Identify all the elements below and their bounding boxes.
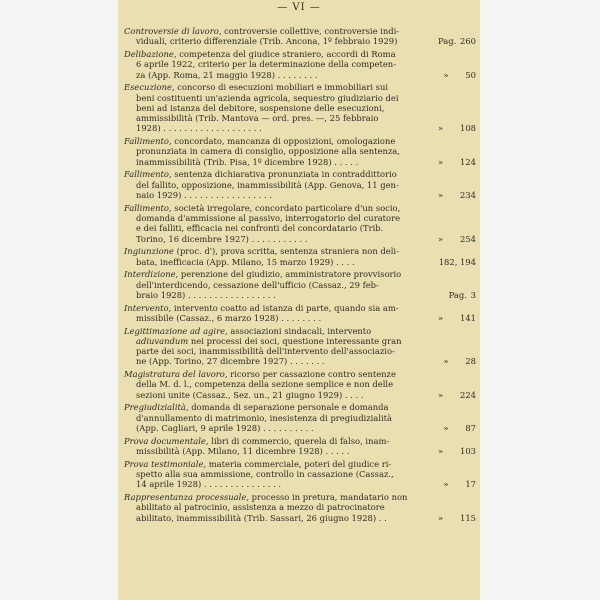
page-ref-number: 182, 194 xyxy=(438,256,476,267)
entry-term: Fallimento, xyxy=(124,169,172,180)
entry-term: Magistratura del lavoro, xyxy=(124,369,228,380)
entry-term-secondary: adiuvandum xyxy=(136,335,189,346)
entry-line xyxy=(124,513,476,523)
page-reference xyxy=(418,513,476,523)
entry-line xyxy=(124,180,476,190)
entry-line xyxy=(124,346,476,356)
entry-text xyxy=(136,234,418,244)
page-reference xyxy=(418,423,476,433)
page-ref-prefix: » xyxy=(438,312,444,323)
entry-line-text: missibilità (App. Milano, 11 dicembre 1928) . . . . . xyxy=(136,445,350,456)
entry-text xyxy=(136,213,476,223)
page-ref-number: 28 xyxy=(465,356,476,367)
entry-line xyxy=(124,436,476,446)
index-entry xyxy=(124,169,476,200)
entry-line-text: missibile (Cassaz., 6 marzo 1928) . . . . . . . . xyxy=(136,312,322,323)
entry-line xyxy=(124,469,476,479)
entry-term: Ingiunzione xyxy=(124,246,175,257)
page-ref-prefix: » xyxy=(438,445,444,456)
entry-line-text: materia commerciale, poteri del giudice ri- xyxy=(206,458,392,469)
page-reference xyxy=(418,313,476,323)
entry-line xyxy=(124,146,476,156)
entry-line-text: ricorso per cassazione contro sentenze xyxy=(227,369,396,380)
entry-line xyxy=(124,502,476,512)
entry-term: Fallimento, xyxy=(124,202,172,213)
entry-text xyxy=(136,290,418,300)
entry-text xyxy=(136,469,476,479)
entry-line-text: bata, inefficacia (App. Milano, 15 marzo 1929) . . . . xyxy=(136,256,355,267)
entry-text xyxy=(136,280,476,290)
entry-line-text: competenza del giudice straniero, accordi di Roma xyxy=(176,48,396,59)
book-page xyxy=(118,0,480,600)
entry-text xyxy=(124,303,476,313)
page-reference xyxy=(418,234,476,244)
entry-line-text: braio 1928) . . . . . . . . . . . . . . . . . xyxy=(136,289,276,300)
index-entry xyxy=(124,203,476,244)
page-ref-number: 17 xyxy=(465,479,476,490)
entry-text xyxy=(124,203,476,213)
index-entry xyxy=(124,402,476,433)
page-reference xyxy=(418,390,476,400)
entry-line-text: della M. d. l., competenza della sezione semplice e non delle xyxy=(136,379,394,390)
entry-text xyxy=(136,146,476,156)
entry-line-text: (proc. d'), prova scritta, sentenza straniera non deli- xyxy=(174,246,399,257)
entry-line-text: 14 aprile 1928) . . . . . . . . . . . . . . . xyxy=(136,479,282,490)
page-ref-prefix: » xyxy=(438,156,444,167)
page-reference xyxy=(418,479,476,489)
entry-term: Interdizione, xyxy=(124,269,179,280)
entry-line xyxy=(124,136,476,146)
page-ref-number: 260 xyxy=(460,36,476,47)
index-entry xyxy=(124,49,476,80)
entry-line xyxy=(124,223,476,233)
entry-text xyxy=(136,446,418,456)
entry-text xyxy=(124,169,476,179)
entry-line-text: abilitato, inammissibilità (Trib. Sassari, 26 giugno 1928) . . xyxy=(136,512,387,523)
entry-text xyxy=(136,157,418,167)
entry-line-text: (App. Cagliari, 9 aprile 1928) . . . . . . . . . . xyxy=(136,422,314,433)
page-ref-number: 87 xyxy=(465,422,476,433)
entry-line-text: za (App. Roma, 21 maggio 1928) . . . . . . . . xyxy=(136,69,318,80)
entry-text xyxy=(136,379,476,389)
entry-line-text: 1928) . . . . . . . . . . . . . . . . . . . xyxy=(136,123,262,134)
entry-text xyxy=(136,413,476,423)
page-reference xyxy=(418,36,476,46)
entry-line-text: concordato, mancanza di opposizioni, omologazione xyxy=(171,136,396,147)
entry-line xyxy=(124,26,476,36)
page-ref-prefix: » xyxy=(438,389,444,400)
page-ref-number: 141 xyxy=(460,312,476,323)
page-ref-number: 124 xyxy=(460,156,476,167)
entry-line xyxy=(124,303,476,313)
entry-text xyxy=(136,390,418,400)
entry-text xyxy=(124,436,476,446)
page-number: — VI — xyxy=(277,2,321,13)
index-entry xyxy=(124,246,476,267)
entry-text xyxy=(124,136,476,146)
entry-line xyxy=(124,49,476,59)
entry-line-text: viduali, criterio differenziale (Trib. Ancona, 1º febbraio 1929) xyxy=(136,36,398,47)
page-ref-prefix: » xyxy=(438,512,444,523)
entry-line xyxy=(124,492,476,502)
entry-line xyxy=(124,290,476,300)
entry-term: Prova documentale, xyxy=(124,435,209,446)
index-entry xyxy=(124,303,476,324)
entry-line-text: ne (App. Torino, 27 dicembre 1927) . . . . . . . xyxy=(136,356,325,367)
entry-text xyxy=(136,223,476,233)
entry-line-text: libri di commercio, querela di falso, inam- xyxy=(208,435,390,446)
entry-line xyxy=(124,157,476,167)
entry-text xyxy=(136,423,418,433)
index-entry xyxy=(124,26,476,47)
entry-line-text: sentenza dichiarativa pronunziata in contraddittorio xyxy=(171,169,397,180)
index-entry xyxy=(124,326,476,367)
page-ref-prefix: Pag. xyxy=(438,36,457,47)
entry-text xyxy=(124,26,476,36)
entry-text xyxy=(124,49,476,59)
index-entry xyxy=(124,492,476,523)
entry-text xyxy=(136,59,476,69)
page-reference xyxy=(418,157,476,167)
entry-line-text: d'annullamento di matrimonio, inesistenza di pregiudizialità xyxy=(136,412,393,423)
entry-line-text: società irregolare, concordato particolare d'un socio, xyxy=(171,202,401,213)
entry-text xyxy=(136,190,418,200)
entry-line xyxy=(124,390,476,400)
entry-line-text: intervento coatto ad istanza di parte, quando sia am- xyxy=(171,302,399,313)
index-entry xyxy=(124,436,476,457)
entry-line xyxy=(124,169,476,179)
page-ref-number: 234 xyxy=(460,190,476,201)
entry-line-text: beni ad istanza del debitore, sospensione delle esecuzioni, xyxy=(136,102,385,113)
page-ref-prefix: Pag. xyxy=(448,289,467,300)
page-ref-prefix: » xyxy=(443,479,449,490)
page-reference xyxy=(417,257,476,267)
entry-term: Pregiudizialità, xyxy=(124,402,189,413)
page-reference xyxy=(418,356,476,366)
page-ref-number: 50 xyxy=(465,69,476,80)
entry-line-text: domanda di separazione personale e domanda xyxy=(188,402,389,413)
page-ref-number: 254 xyxy=(460,233,476,244)
entry-text xyxy=(124,459,476,469)
entry-line xyxy=(124,413,476,423)
entry-line xyxy=(124,280,476,290)
entry-line xyxy=(124,70,476,80)
entry-text xyxy=(136,479,418,489)
entry-line-text: naio 1929) . . . . . . . . . . . . . . . . . xyxy=(136,190,272,201)
entry-text xyxy=(124,269,476,279)
entry-text xyxy=(124,369,476,379)
entry-line xyxy=(124,93,476,103)
entry-text xyxy=(136,180,476,190)
entry-text xyxy=(136,123,418,133)
index-entry xyxy=(124,269,476,300)
page-reference xyxy=(418,123,476,133)
page-ref-number: 224 xyxy=(460,389,476,400)
entry-line-text: pronunziata in camera di consiglio, opposizione alla sentenza, xyxy=(136,146,400,157)
page-reference xyxy=(418,70,476,80)
entry-text xyxy=(136,103,476,113)
entry-line xyxy=(124,82,476,92)
entry-line-text: concorso di esecuzioni mobiliari e immobiliari sui xyxy=(174,82,389,93)
entry-line xyxy=(124,423,476,433)
entry-line xyxy=(124,246,476,256)
entry-line-text: beni costituenti un'azienda agricola, sequestro giudiziario dei xyxy=(136,92,399,103)
index-entries xyxy=(124,26,476,525)
entry-text xyxy=(136,346,476,356)
entry-line-text: Torino, 16 dicembre 1927) . . . . . . . . . . . xyxy=(136,233,308,244)
entry-line xyxy=(124,190,476,200)
entry-line xyxy=(124,113,476,123)
entry-line-text: inammissibilità (Trib. Pisa, 1º dicembre 1928) . . . . . xyxy=(136,156,359,167)
page-ref-prefix: » xyxy=(443,69,449,80)
page-ref-prefix: » xyxy=(443,356,449,367)
entry-text xyxy=(136,113,476,123)
entry-line xyxy=(124,379,476,389)
entry-line-text: ammissibilità (Trib. Mantova — ord. pres. —, 25 febbraio xyxy=(136,113,379,124)
entry-text xyxy=(136,257,417,267)
entry-line-text: spetto alla sua ammissione, controllo in cassazione (Cassaz., xyxy=(136,468,394,479)
page-ref-prefix: » xyxy=(438,190,444,201)
entry-text xyxy=(124,492,476,502)
entry-text xyxy=(136,93,476,103)
entry-text xyxy=(136,36,418,46)
entry-line-text: parte dei soci, inammissibilità dell'intervento dell'associazio- xyxy=(136,346,395,357)
entry-term: Intervento, xyxy=(124,302,172,313)
entry-text xyxy=(136,70,418,80)
entry-line xyxy=(124,336,476,346)
entry-line xyxy=(124,369,476,379)
entry-line-text: e dei falliti, efficacia nei confronti del concordatario (Trib. xyxy=(136,223,384,234)
page-reference xyxy=(418,190,476,200)
entry-line xyxy=(124,356,476,366)
page-ref-prefix: » xyxy=(438,233,444,244)
index-entry xyxy=(124,82,476,133)
entry-line xyxy=(124,446,476,456)
entry-text xyxy=(136,513,418,523)
entry-line xyxy=(124,269,476,279)
entry-line xyxy=(124,103,476,113)
entry-line xyxy=(124,36,476,46)
entry-line-text: abilitato al patrocinio, assistenza a mezzo di patrocinatore xyxy=(136,502,385,513)
page-ref-prefix: » xyxy=(443,422,449,433)
entry-line-text: processo in pretura, mandatario non xyxy=(248,491,408,502)
entry-line xyxy=(124,213,476,223)
entry-line-text: del fallito, opposizione, inammissibilità (App. Genova, 11 gen- xyxy=(136,179,399,190)
entry-term: Rappresentanza processuale, xyxy=(124,491,249,502)
entry-text xyxy=(136,356,418,366)
entry-text xyxy=(136,502,476,512)
entry-term: Delibazione, xyxy=(124,48,177,59)
entry-line-text: 6 aprile 1922, criterio per la determinazione della competen- xyxy=(136,59,397,70)
page-ref-number: 3 xyxy=(470,289,476,300)
index-entry xyxy=(124,136,476,167)
index-entry xyxy=(124,369,476,400)
index-entry xyxy=(124,459,476,490)
entry-line xyxy=(124,59,476,69)
entry-term: Fallimento, xyxy=(124,136,172,147)
entry-line-text: perenzione del giudizio, amministratore provvisorio xyxy=(178,269,402,280)
entry-line-text: sezioni unite (Cassaz., Sez. un., 21 giugno 1929) . . . . xyxy=(136,389,364,400)
entry-text xyxy=(124,402,476,412)
entry-text xyxy=(136,336,476,346)
entry-line xyxy=(124,313,476,323)
entry-line xyxy=(124,257,476,267)
page-ref-number: 108 xyxy=(460,123,476,134)
entry-line-text: controversie collettive, controversie indi- xyxy=(221,26,400,36)
entry-text xyxy=(124,82,476,92)
page-ref-number: 103 xyxy=(460,445,476,456)
entry-line xyxy=(124,402,476,412)
entry-line xyxy=(124,479,476,489)
entry-line-text: domanda d'ammissione al passivo, interrogatorio del curatore xyxy=(136,213,401,223)
entry-term: Legittimazione ad agire, xyxy=(124,325,228,336)
page-ref-number: 115 xyxy=(460,512,476,523)
entry-line-text: nei processi dei soci, questione interessante gran xyxy=(188,335,402,346)
entry-line xyxy=(124,234,476,244)
entry-text xyxy=(136,313,418,323)
entry-line xyxy=(124,459,476,469)
page-reference xyxy=(418,290,476,300)
entry-line xyxy=(124,203,476,213)
entry-line-text: associazioni sindacali, intervento xyxy=(227,325,372,336)
entry-text xyxy=(124,326,476,336)
entry-line xyxy=(124,326,476,336)
entry-line xyxy=(124,123,476,133)
entry-text xyxy=(124,246,476,256)
entry-line-text: dell'interdicendo, cessazione dell'ufficio (Cassaz., 29 feb- xyxy=(136,279,379,290)
entry-term: Controversie di lavoro, xyxy=(124,26,222,36)
entry-term: Prova testimoniale, xyxy=(124,458,207,469)
page-ref-prefix: » xyxy=(438,123,444,134)
page-reference xyxy=(418,446,476,456)
entry-term: Esecuzione, xyxy=(124,82,175,93)
